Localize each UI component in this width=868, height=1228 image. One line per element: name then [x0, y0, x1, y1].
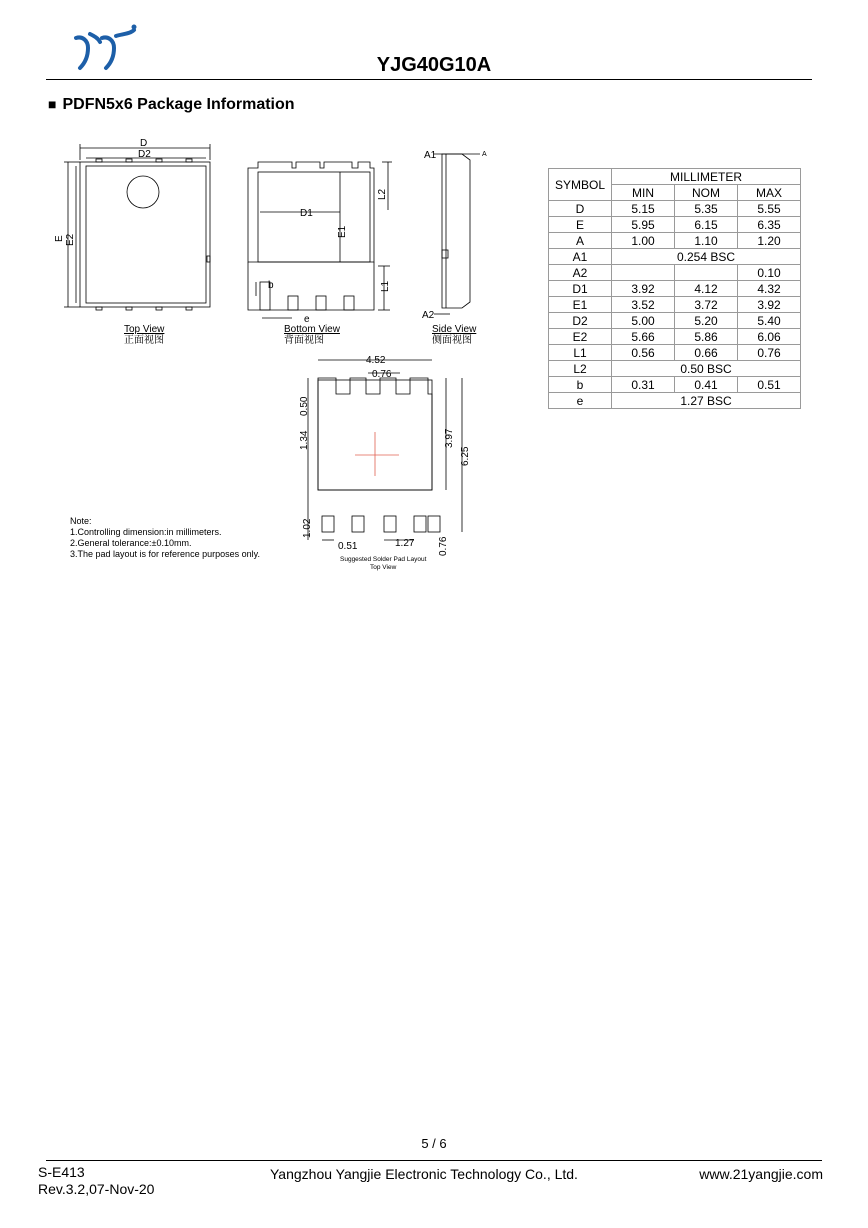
notes	[70, 516, 260, 560]
cell-symbol: D2	[549, 313, 612, 329]
table-header-row	[549, 169, 801, 185]
solder-caption: Suggested Solder Pad Layout	[340, 556, 427, 563]
dimension-table	[548, 168, 801, 409]
label-E: E	[54, 235, 65, 242]
table-row	[549, 313, 801, 329]
table-row	[549, 377, 801, 393]
bottom-view-caption-cn: 背面视图	[284, 335, 324, 346]
center-crosshair	[355, 432, 399, 476]
table-row	[549, 393, 801, 409]
dim-1.34: 1.34	[299, 430, 310, 450]
cell-nom: 3.72	[675, 297, 738, 313]
unit-header: MILLIMETER	[612, 169, 801, 185]
cell-max: 0.51	[738, 377, 801, 393]
dim-1.02: 1.02	[302, 518, 313, 538]
cell-nom: 5.20	[675, 313, 738, 329]
cell-nom: 5.86	[675, 329, 738, 345]
cell-max: 1.20	[738, 233, 801, 249]
cell-max: 3.92	[738, 297, 801, 313]
col-min: MIN	[612, 185, 675, 201]
top-view-caption-cn: 正面视图	[124, 335, 164, 346]
label-A: A	[482, 151, 487, 158]
cell-min: 3.92	[612, 281, 675, 297]
table-row	[549, 217, 801, 233]
cell-min	[612, 265, 675, 281]
label-A1: A1	[424, 150, 437, 161]
cell-max: 5.55	[738, 201, 801, 217]
cell-nom: 6.15	[675, 217, 738, 233]
cell-nom: 0.66	[675, 345, 738, 361]
cell-symbol: A2	[549, 265, 612, 281]
cell-nom: 4.12	[675, 281, 738, 297]
page-number: 5 / 6	[421, 1136, 447, 1151]
section-bullet: ■	[48, 96, 57, 112]
website: www.21yangjie.com	[699, 1166, 823, 1182]
part-number: YJG40G10A	[376, 54, 492, 76]
side-view-drawing	[434, 154, 480, 314]
cell-max: 6.35	[738, 217, 801, 233]
dim-3.97: 3.97	[444, 428, 455, 448]
cell-symbol: E1	[549, 297, 612, 313]
footer-divider	[46, 1160, 822, 1161]
col-nom: NOM	[675, 185, 738, 201]
cell-symbol: E	[549, 217, 612, 233]
cell-bsc: 0.50 BSC	[612, 361, 801, 377]
cell-min: 5.95	[612, 217, 675, 233]
dim-1.27: 1.27	[395, 538, 415, 549]
table-row	[549, 249, 801, 265]
col-max: MAX	[738, 185, 801, 201]
cell-symbol: D	[549, 201, 612, 217]
cell-symbol: L2	[549, 361, 612, 377]
table-row	[549, 329, 801, 345]
table-row	[549, 281, 801, 297]
label-E1: E1	[337, 225, 348, 238]
cell-symbol: D1	[549, 281, 612, 297]
dim-6.25: 6.25	[460, 446, 471, 466]
top-view-drawing	[64, 144, 210, 310]
cell-nom: 0.41	[675, 377, 738, 393]
table-row	[549, 297, 801, 313]
section-title-text: PDFN5x6 Package Information	[62, 96, 295, 113]
cell-bsc: 1.27 BSC	[612, 393, 801, 409]
cell-max: 6.06	[738, 329, 801, 345]
label-D1: D1	[300, 208, 313, 219]
doc-code: S-E413	[38, 1164, 85, 1180]
cell-symbol: e	[549, 393, 612, 409]
dim-0.51: 0.51	[338, 541, 358, 552]
cell-max: 0.10	[738, 265, 801, 281]
cell-min: 0.56	[612, 345, 675, 361]
label-D2: D2	[138, 149, 151, 160]
solder-caption-view: Top View	[370, 564, 397, 571]
cell-min: 5.00	[612, 313, 675, 329]
cell-max: 0.76	[738, 345, 801, 361]
cell-symbol: A1	[549, 249, 612, 265]
note-item: 2.General tolerance:±0.10mm.	[70, 538, 192, 548]
top-view-caption: Top View	[124, 324, 165, 335]
label-L1: L1	[380, 280, 391, 292]
table-row	[549, 265, 801, 281]
cell-min: 0.31	[612, 377, 675, 393]
label-e: e	[304, 314, 310, 325]
notes-title: Note:	[70, 516, 92, 526]
label-E2: E2	[65, 233, 76, 246]
cell-min: 3.52	[612, 297, 675, 313]
dim-0.76-top: 0.76	[372, 369, 392, 380]
dim-4.52: 4.52	[366, 355, 386, 366]
cell-symbol: b	[549, 377, 612, 393]
company-name: Yangzhou Yangjie Electronic Technology Co., Ltd.	[270, 1166, 578, 1182]
revision: Rev.3.2,07-Nov-20	[38, 1181, 155, 1197]
dim-0.76-bottom: 0.76	[438, 536, 449, 556]
dim-0.50: 0.50	[299, 396, 310, 416]
cell-bsc: 0.254 BSC	[612, 249, 801, 265]
footer-doc-info	[38, 1164, 154, 1198]
label-b: b	[268, 280, 274, 291]
side-view-caption-cn: 侧面视图	[432, 335, 472, 346]
cell-max: 5.40	[738, 313, 801, 329]
cell-max: 4.32	[738, 281, 801, 297]
table-row	[549, 345, 801, 361]
cell-min: 5.15	[612, 201, 675, 217]
label-A2: A2	[422, 310, 435, 321]
cell-symbol: A	[549, 233, 612, 249]
label-L2: L2	[377, 188, 388, 200]
cell-nom: 5.35	[675, 201, 738, 217]
table-row	[549, 361, 801, 377]
cell-nom: 1.10	[675, 233, 738, 249]
table-row	[549, 233, 801, 249]
table-row	[549, 201, 801, 217]
cell-min: 1.00	[612, 233, 675, 249]
side-view-caption: Side View	[432, 324, 477, 335]
cell-symbol: E2	[549, 329, 612, 345]
cell-nom	[675, 265, 738, 281]
label-D: D	[140, 138, 148, 149]
cell-symbol: L1	[549, 345, 612, 361]
note-item: 1.Controlling dimension:in millimeters.	[70, 527, 222, 537]
bottom-view-caption: Bottom View	[284, 324, 340, 335]
solder-pad-drawing	[308, 360, 462, 540]
bottom-view-drawing	[248, 162, 392, 318]
cell-min: 5.66	[612, 329, 675, 345]
symbol-header: SYMBOL	[549, 169, 612, 201]
note-item: 3.The pad layout is for reference purposes only.	[70, 549, 260, 559]
